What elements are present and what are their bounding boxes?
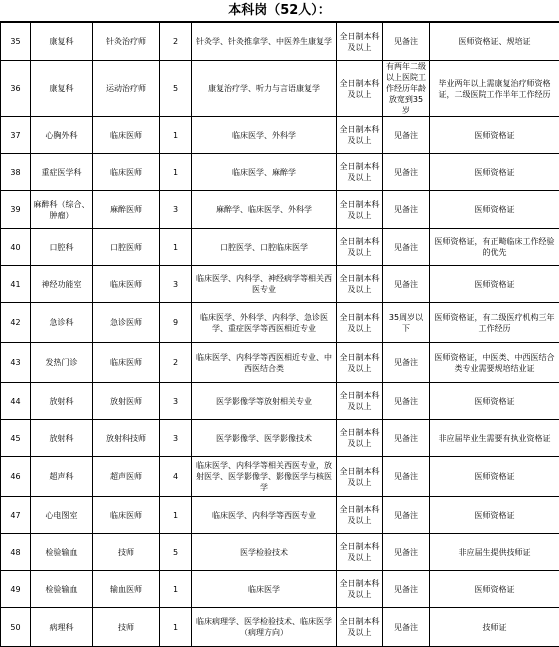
headcount-cell: 5 <box>160 61 192 117</box>
major-requirement-cell: 临床医学、内科学等相关西医专业，放射医学、医学影像学、影像医学与核医学 <box>192 457 337 497</box>
remark-cell: 医师资格证，有正畸临床工作经验的优先 <box>430 229 559 266</box>
department-cell: 超声科 <box>31 457 93 497</box>
age-requirement-cell: 见备注 <box>383 343 430 383</box>
education-cell: 全日制本科及以上 <box>337 420 383 457</box>
table-row <box>1 229 559 266</box>
remark-cell: 医师资格证 <box>430 154 559 191</box>
major-requirement-cell: 临床医学、内科学等西医相近专业、中西医结合类 <box>192 343 337 383</box>
headcount-cell: 9 <box>160 303 192 343</box>
age-requirement-cell: 见备注 <box>383 457 430 497</box>
row-number-cell: 40 <box>1 229 31 266</box>
department-cell: 检验输血 <box>31 534 93 571</box>
major-requirement-cell: 临床医学、内科学等西医专业 <box>192 497 337 534</box>
major-requirement-cell: 医学影像学、医学影像技术 <box>192 420 337 457</box>
row-number-cell: 50 <box>1 608 31 647</box>
row-number-cell: 49 <box>1 571 31 608</box>
age-requirement-cell: 35周岁以下 <box>383 303 430 343</box>
education-cell: 全日制本科及以上 <box>337 497 383 534</box>
table-row <box>1 571 559 608</box>
education-cell: 全日制本科及以上 <box>337 191 383 229</box>
major-requirement-cell: 临床病理学、医学检验技术、临床医学（病理方向） <box>192 608 337 647</box>
position-cell: 技师 <box>93 608 160 647</box>
remark-cell: 医师资格证，有二级医疗机构三年工作经历 <box>430 303 559 343</box>
major-requirement-cell: 临床医学、外科学、内科学、急诊医学、重症医学等西医相近专业 <box>192 303 337 343</box>
position-cell: 临床医师 <box>93 343 160 383</box>
row-number-cell: 42 <box>1 303 31 343</box>
remark-cell: 医师资格证 <box>430 383 559 420</box>
age-requirement-cell: 见备注 <box>383 117 430 154</box>
major-requirement-cell: 临床医学、麻醉学 <box>192 154 337 191</box>
department-cell: 心胸外科 <box>31 117 93 154</box>
education-cell: 全日制本科及以上 <box>337 229 383 266</box>
department-cell: 放射科 <box>31 383 93 420</box>
remark-cell: 医师资格证 <box>430 457 559 497</box>
age-requirement-cell: 见备注 <box>383 608 430 647</box>
remark-cell: 医师资格证 <box>430 497 559 534</box>
education-cell: 全日制本科及以上 <box>337 608 383 647</box>
age-requirement-cell: 见备注 <box>383 383 430 420</box>
position-cell: 运动治疗师 <box>93 61 160 117</box>
row-number-cell: 36 <box>1 61 31 117</box>
department-cell: 放射科 <box>31 420 93 457</box>
table-row <box>1 608 559 647</box>
major-requirement-cell: 临床医学、内科学、神经病学等相关西医专业 <box>192 266 337 303</box>
department-cell: 检验输血 <box>31 571 93 608</box>
headcount-cell: 3 <box>160 383 192 420</box>
table-row <box>1 117 559 154</box>
age-requirement-cell: 见备注 <box>383 191 430 229</box>
headcount-cell: 1 <box>160 117 192 154</box>
remark-cell: 医师资格证，中医类、中西医结合类专业需要规培结业证 <box>430 343 559 383</box>
table-row <box>1 534 559 571</box>
table-row <box>1 420 559 457</box>
education-cell: 全日制本科及以上 <box>337 154 383 191</box>
remark-cell: 技师证 <box>430 608 559 647</box>
position-cell: 输血医师 <box>93 571 160 608</box>
row-number-cell: 45 <box>1 420 31 457</box>
position-cell: 超声医师 <box>93 457 160 497</box>
row-number-cell: 47 <box>1 497 31 534</box>
department-cell: 康复科 <box>31 61 93 117</box>
remark-cell: 医师资格证 <box>430 191 559 229</box>
headcount-cell: 5 <box>160 534 192 571</box>
headcount-cell: 2 <box>160 23 192 61</box>
education-cell: 全日制本科及以上 <box>337 117 383 154</box>
position-cell: 针灸治疗师 <box>93 23 160 61</box>
remark-cell: 医师资格证 <box>430 266 559 303</box>
education-cell: 全日制本科及以上 <box>337 383 383 420</box>
department-cell: 发热门诊 <box>31 343 93 383</box>
row-number-cell: 37 <box>1 117 31 154</box>
education-cell: 全日制本科及以上 <box>337 343 383 383</box>
major-requirement-cell: 麻醉学、临床医学、外科学 <box>192 191 337 229</box>
education-cell: 全日制本科及以上 <box>337 23 383 61</box>
department-cell: 病理科 <box>31 608 93 647</box>
department-cell: 麻醉科（综合、肿瘤） <box>31 191 93 229</box>
table-row <box>1 303 559 343</box>
headcount-cell: 3 <box>160 266 192 303</box>
remark-cell: 医师资格证 <box>430 571 559 608</box>
headcount-cell: 1 <box>160 497 192 534</box>
major-requirement-cell: 临床医学 <box>192 571 337 608</box>
row-number-cell: 44 <box>1 383 31 420</box>
remark-cell: 非应届生提供技师证 <box>430 534 559 571</box>
age-requirement-cell: 见备注 <box>383 534 430 571</box>
age-requirement-cell: 有两年二级以上医院工作经历年龄放宽到35岁 <box>383 61 430 117</box>
age-requirement-cell: 见备注 <box>383 23 430 61</box>
position-cell: 临床医师 <box>93 497 160 534</box>
table-row <box>1 457 559 497</box>
table-row <box>1 61 559 117</box>
remark-cell: 毕业两年以上需康复治疗师资格证，二级医院工作半年工作经历 <box>430 61 559 117</box>
table-row <box>1 497 559 534</box>
table-row <box>1 191 559 229</box>
headcount-cell: 3 <box>160 191 192 229</box>
row-number-cell: 41 <box>1 266 31 303</box>
education-cell: 全日制本科及以上 <box>337 534 383 571</box>
position-cell: 放射医师 <box>93 383 160 420</box>
major-requirement-cell: 针灸学、针灸推拿学、中医养生康复学 <box>192 23 337 61</box>
position-cell: 临床医师 <box>93 266 160 303</box>
department-cell: 口腔科 <box>31 229 93 266</box>
position-cell: 口腔医师 <box>93 229 160 266</box>
age-requirement-cell: 见备注 <box>383 571 430 608</box>
age-requirement-cell: 见备注 <box>383 420 430 457</box>
education-cell: 全日制本科及以上 <box>337 61 383 117</box>
headcount-cell: 1 <box>160 608 192 647</box>
recruitment-table <box>0 22 559 647</box>
major-requirement-cell: 口腔医学、口腔临床医学 <box>192 229 337 266</box>
row-number-cell: 39 <box>1 191 31 229</box>
section-title: 本科岗（52人）： <box>0 0 559 22</box>
headcount-cell: 3 <box>160 420 192 457</box>
department-cell: 康复科 <box>31 23 93 61</box>
table-row <box>1 343 559 383</box>
department-cell: 急诊科 <box>31 303 93 343</box>
headcount-cell: 4 <box>160 457 192 497</box>
remark-cell: 医师资格证 <box>430 117 559 154</box>
headcount-cell: 1 <box>160 154 192 191</box>
education-cell: 全日制本科及以上 <box>337 303 383 343</box>
age-requirement-cell: 见备注 <box>383 497 430 534</box>
headcount-cell: 2 <box>160 343 192 383</box>
major-requirement-cell: 康复治疗学、听力与言语康复学 <box>192 61 337 117</box>
remark-cell: 非应届毕业生需要有执业资格证 <box>430 420 559 457</box>
major-requirement-cell: 医学检验技术 <box>192 534 337 571</box>
age-requirement-cell: 见备注 <box>383 154 430 191</box>
age-requirement-cell: 见备注 <box>383 266 430 303</box>
row-number-cell: 38 <box>1 154 31 191</box>
position-cell: 麻醉医师 <box>93 191 160 229</box>
department-cell: 重症医学科 <box>31 154 93 191</box>
position-cell: 放射科技师 <box>93 420 160 457</box>
row-number-cell: 46 <box>1 457 31 497</box>
remark-cell: 医师资格证、规培证 <box>430 23 559 61</box>
headcount-cell: 1 <box>160 229 192 266</box>
row-number-cell: 48 <box>1 534 31 571</box>
major-requirement-cell: 临床医学、外科学 <box>192 117 337 154</box>
table-row <box>1 23 559 61</box>
department-cell: 心电图室 <box>31 497 93 534</box>
row-number-cell: 43 <box>1 343 31 383</box>
position-cell: 技师 <box>93 534 160 571</box>
age-requirement-cell: 见备注 <box>383 229 430 266</box>
position-cell: 临床医师 <box>93 154 160 191</box>
education-cell: 全日制本科及以上 <box>337 266 383 303</box>
table-row <box>1 383 559 420</box>
headcount-cell: 1 <box>160 571 192 608</box>
row-number-cell: 35 <box>1 23 31 61</box>
table-row <box>1 266 559 303</box>
table-row <box>1 154 559 191</box>
position-cell: 临床医师 <box>93 117 160 154</box>
education-cell: 全日制本科及以上 <box>337 457 383 497</box>
position-cell: 急诊医师 <box>93 303 160 343</box>
major-requirement-cell: 医学影像学等放射相关专业 <box>192 383 337 420</box>
department-cell: 神经功能室 <box>31 266 93 303</box>
education-cell: 全日制本科及以上 <box>337 571 383 608</box>
